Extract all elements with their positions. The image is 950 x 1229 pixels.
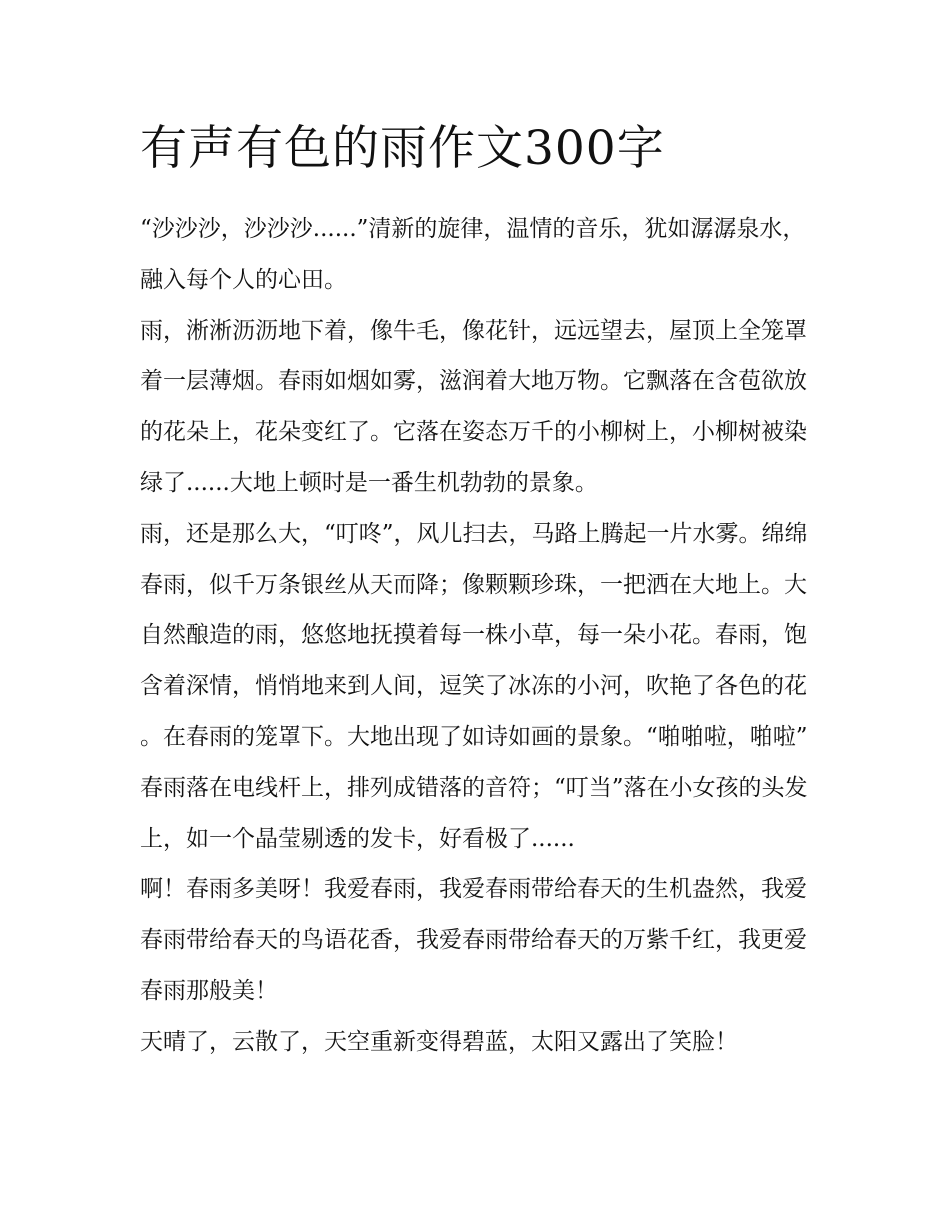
paragraph-rain-scene: 雨，还是那么大，“叮咚”，风儿扫去，马路上腾起一片水雾。绵绵春雨，似千万条银丝从天而降；像颗颗珍珠，一把洒在大地上。大自然酿造的雨，悠悠地抚摸着每一株小草，每一朵小花。春雨，饱含着深情，悄悄地来到人间，逗笑了冰冻的小河，吹艳了各色的花。在春雨的笼罩下。大地出现了如诗如画的景象。“啪啪啦，啪啦”春雨落在电线杆上，排列成错落的音符；“叮当”落在小女孩的头发上，如一个晶莹剔透的发卡，好看极了...... xyxy=(140,520,808,852)
document-title: 有声有色的雨作文300字 xyxy=(140,121,665,176)
paragraph-intro: “沙沙沙，沙沙沙......”清新的旋律，温情的音乐，犹如潺潺泉水，融入每个人的心田。 xyxy=(140,216,806,293)
paragraph-love-rain: 啊！春雨多美呀！我爱春雨，我爱春雨带给春天的生机盎然，我爱春雨带给春天的鸟语花香，我爱春雨带给春天的万紫千红，我更爱春雨那般美！ xyxy=(140,876,807,1004)
document-page xyxy=(140,118,815,1068)
paragraph-ending: 天晴了，云散了，天空重新变得碧蓝，太阳又露出了笑脸！ xyxy=(140,1028,738,1055)
paragraph-spring-rain: 雨，淅淅沥沥地下着，像牛毛，像花针，远远望去，屋顶上全笼罩着一层薄烟。春雨如烟如雾，滋润着大地万物。它飘落在含苞欲放的花朵上，花朵变红了。它落在姿态万千的小柳树上，小柳树被染绿了......大地上顿时是一番生机勃勃的景象。 xyxy=(140,317,807,496)
